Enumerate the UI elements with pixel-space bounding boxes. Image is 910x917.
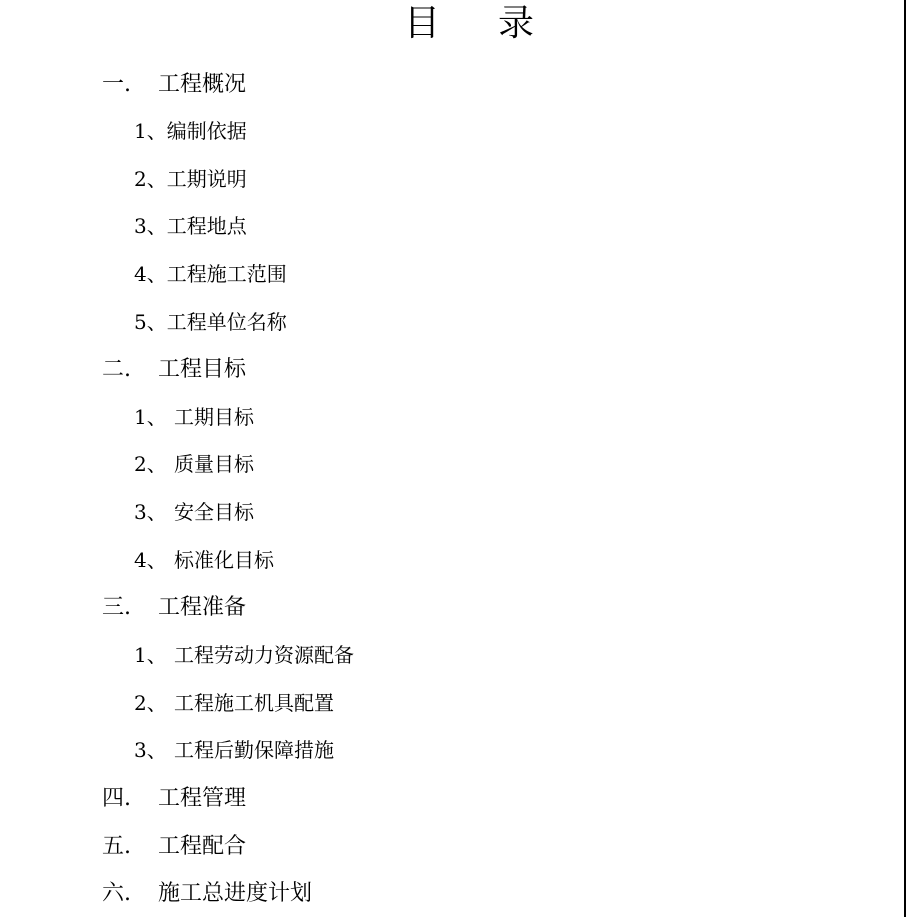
toc-section-3[interactable] — [102, 590, 246, 620]
page-right-border — [904, 0, 906, 917]
toc-item-label: 工程后勤保障措施 — [174, 737, 334, 762]
toc-section-label: 工程配合 — [158, 833, 247, 859]
toc-item-2-2[interactable] — [134, 447, 254, 477]
toc-item-label: 工程施工机具配置 — [174, 690, 334, 715]
toc-section-label: 工程概况 — [158, 71, 247, 97]
toc-item-label: 工程劳动力资源配备 — [174, 642, 354, 667]
toc-item-number: 1、 — [134, 118, 167, 143]
toc-item-number: 2、 — [134, 451, 167, 476]
toc-item-label: 工程地点 — [166, 213, 247, 238]
toc-item-number: 4、 — [134, 261, 167, 286]
toc-item-2-3[interactable] — [134, 495, 254, 525]
toc-item-number: 3、 — [134, 737, 167, 762]
toc-item-3-3[interactable] — [134, 733, 334, 763]
toc-item-number: 2、 — [134, 166, 167, 191]
toc-item-number: 3、 — [134, 213, 167, 238]
toc-item-1-3[interactable] — [134, 209, 247, 239]
toc-item-label: 安全目标 — [174, 499, 254, 524]
toc-section-number: 二. — [102, 356, 131, 382]
toc-item-number: 1、 — [134, 404, 167, 429]
toc-item-number: 2、 — [134, 690, 167, 715]
toc-section-label: 工程准备 — [158, 594, 247, 620]
toc-title-char-1: 目 — [404, 3, 441, 44]
toc-title-char-2: 录 — [498, 3, 535, 44]
toc-section-number: 五. — [102, 833, 131, 859]
toc-item-label: 工期目标 — [174, 404, 254, 429]
toc-item-2-1[interactable] — [134, 400, 254, 430]
toc-item-number: 4、 — [134, 547, 167, 572]
toc-item-1-5[interactable] — [134, 305, 287, 335]
toc-section-label: 工程目标 — [158, 356, 247, 382]
toc-item-number: 5、 — [134, 309, 167, 334]
toc-section-number: 三. — [102, 594, 131, 620]
toc-item-label: 工程施工范围 — [166, 261, 287, 286]
toc-section-5[interactable] — [102, 829, 246, 859]
toc-section-6[interactable] — [102, 876, 312, 906]
toc-item-3-2[interactable] — [134, 686, 334, 716]
toc-section-4[interactable] — [102, 781, 246, 811]
toc-item-2-4[interactable] — [134, 543, 274, 573]
toc-item-1-4[interactable] — [134, 257, 287, 287]
toc-item-label: 编制依据 — [166, 118, 247, 143]
toc-item-number: 1、 — [134, 642, 167, 667]
toc-item-1-1[interactable] — [134, 114, 247, 144]
toc-item-1-2[interactable] — [134, 162, 247, 192]
toc-item-label: 质量目标 — [174, 451, 254, 476]
toc-section-label: 工程管理 — [158, 785, 247, 811]
toc-section-1[interactable] — [102, 67, 246, 97]
toc-item-3-1[interactable] — [134, 638, 354, 668]
toc-item-label: 标准化目标 — [174, 547, 274, 572]
toc-section-label: 施工总进度计划 — [158, 880, 313, 906]
toc-section-2[interactable] — [102, 352, 246, 382]
toc-item-label: 工期说明 — [166, 166, 247, 191]
toc-title — [404, 4, 534, 44]
toc-section-number: 六. — [102, 880, 131, 906]
toc-section-number: 四. — [102, 785, 131, 811]
toc-section-number: 一. — [102, 71, 131, 97]
toc-item-label: 工程单位名称 — [166, 309, 287, 334]
toc-item-number: 3、 — [134, 499, 167, 524]
